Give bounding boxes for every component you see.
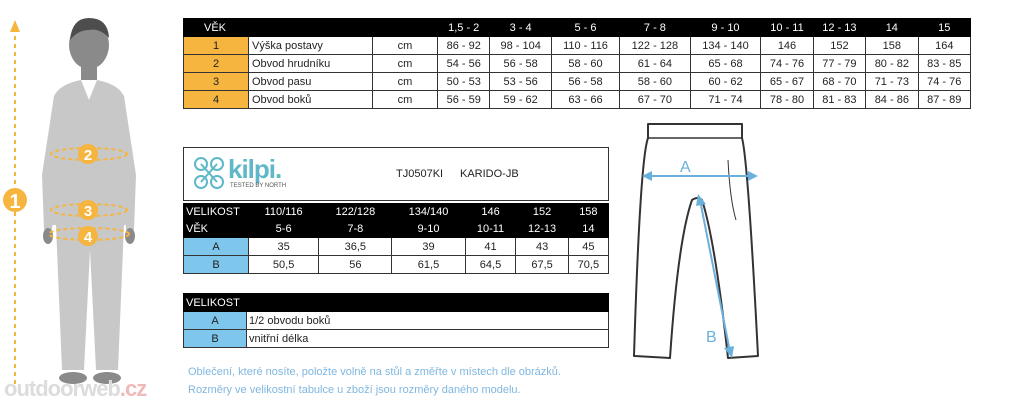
kilpi-logo-icon xyxy=(192,154,226,194)
age-header-row xyxy=(184,221,609,238)
legend-desc: 1/2 obvodu boků xyxy=(247,312,609,330)
table-cell: 65 - 67 xyxy=(761,73,813,91)
table-cell: 71 - 74 xyxy=(690,91,761,109)
table-cell: 60 - 62 xyxy=(690,73,761,91)
row-label: B xyxy=(184,256,249,274)
product-brand-box xyxy=(183,147,609,201)
measurement-legend-table xyxy=(183,293,609,348)
marker-2 xyxy=(78,144,98,164)
age-header-cell: 5-6 xyxy=(249,221,319,238)
table-cell: 39 xyxy=(392,238,465,256)
table-cell: 36,5 xyxy=(319,238,392,256)
table-row xyxy=(184,55,971,73)
row-number: 3 xyxy=(184,73,249,91)
product-code: TJ0507KI xyxy=(396,168,444,180)
age-header-cell: 7 - 8 xyxy=(620,19,691,37)
row-label: Obvod boků xyxy=(249,91,373,109)
age-header-cell: 10 - 11 xyxy=(761,19,813,37)
table-cell: 134 - 140 xyxy=(690,37,761,55)
legend-label: A xyxy=(184,312,247,330)
table-cell: 65 - 68 xyxy=(690,55,761,73)
svg-text:1: 1 xyxy=(9,191,21,213)
table-cell: 87 - 89 xyxy=(918,91,970,109)
age-header-cell: 9-10 xyxy=(392,221,465,238)
svg-text:3: 3 xyxy=(83,203,93,220)
size-header-cell: 122/128 xyxy=(319,204,392,221)
table-cell: 67,5 xyxy=(516,256,568,274)
table-cell: 70,5 xyxy=(568,256,608,274)
table-cell: 146 xyxy=(761,37,813,55)
legend-title: VELIKOST xyxy=(184,294,609,312)
table-cell: 84 - 86 xyxy=(866,91,918,109)
size-header-cell: 158 xyxy=(568,204,608,221)
size-header-cell: 146 xyxy=(465,204,516,221)
marker-4 xyxy=(78,226,98,246)
age-header-cell: 10-11 xyxy=(465,221,516,238)
age-header-cell: 7-8 xyxy=(319,221,392,238)
row-unit: cm xyxy=(373,91,438,109)
row-label: Obvod pasu xyxy=(249,73,373,91)
table-cell: 35 xyxy=(249,238,319,256)
table-cell: 56 - 59 xyxy=(438,91,490,109)
row-number: 4 xyxy=(184,91,249,109)
table-cell: 80 - 82 xyxy=(866,55,918,73)
size-header-row xyxy=(184,204,609,221)
table-row xyxy=(184,238,609,256)
row-label: Obvod hrudníku xyxy=(249,55,373,73)
table-cell: 64,5 xyxy=(465,256,516,274)
table-cell: 74 - 76 xyxy=(761,55,813,73)
age-header-cell: 12 - 13 xyxy=(813,19,865,37)
brand-logo-word: kilpi. xyxy=(228,154,282,184)
age-header-cell: 14 xyxy=(866,19,918,37)
pants-diagram xyxy=(620,120,770,365)
age-header-cell: 14 xyxy=(568,221,608,238)
table-cell: 56 xyxy=(319,256,392,274)
table-cell: 61,5 xyxy=(392,256,465,274)
instruction-note: Rozměry ve velikostní tabulce u zboží jsou rozměry daného modelu. xyxy=(188,384,521,396)
row-number: 2 xyxy=(184,55,249,73)
table-cell: 56 - 58 xyxy=(551,73,619,91)
brand-logo-tagline: TESTED BY NORTH xyxy=(230,183,287,189)
row-number: 1 xyxy=(184,37,249,55)
size-header-label: VELIKOST xyxy=(184,204,249,221)
pants-label-b: B xyxy=(706,329,717,346)
table-cell: 59 - 62 xyxy=(490,91,552,109)
table-row xyxy=(184,91,971,109)
table-cell: 67 - 70 xyxy=(620,91,691,109)
table-cell: 43 xyxy=(516,238,568,256)
age-header-label: VĚK xyxy=(184,19,438,37)
table-cell: 74 - 76 xyxy=(918,73,970,91)
row-label: Výška postavy xyxy=(249,37,373,55)
table-header-row xyxy=(184,19,971,37)
table-cell: 50 - 53 xyxy=(438,73,490,91)
table-cell: 152 xyxy=(813,37,865,55)
age-header-cell: 9 - 10 xyxy=(690,19,761,37)
legend-label: B xyxy=(184,330,247,348)
age-header-cell: 1,5 - 2 xyxy=(438,19,490,37)
svg-text:4: 4 xyxy=(83,229,93,246)
table-cell: 54 - 56 xyxy=(438,55,490,73)
table-cell: 86 - 92 xyxy=(438,37,490,55)
size-header-cell: 152 xyxy=(516,204,568,221)
body-measurement-table xyxy=(183,18,971,109)
row-unit: cm xyxy=(373,73,438,91)
marker-1 xyxy=(3,188,27,213)
watermark-tld: .cz xyxy=(119,376,147,401)
watermark-main: outdoorweb xyxy=(4,376,120,401)
table-cell: 50,5 xyxy=(249,256,319,274)
product-size-table xyxy=(183,203,609,274)
table-cell: 53 - 56 xyxy=(490,73,552,91)
legend-row xyxy=(184,330,609,348)
row-label: A xyxy=(184,238,249,256)
age-header-cell: 5 - 6 xyxy=(551,19,619,37)
table-cell: 78 - 80 xyxy=(761,91,813,109)
table-cell: 71 - 73 xyxy=(866,73,918,91)
age-header-cell: 12-13 xyxy=(516,221,568,238)
marker-3 xyxy=(78,200,98,220)
table-cell: 41 xyxy=(465,238,516,256)
table-cell: 45 xyxy=(568,238,608,256)
age-header-label: VĚK xyxy=(184,221,249,238)
table-cell: 68 - 70 xyxy=(813,73,865,91)
table-cell: 158 xyxy=(866,37,918,55)
table-cell: 81 - 83 xyxy=(813,91,865,109)
pants-label-a: A xyxy=(680,159,691,176)
row-unit: cm xyxy=(373,55,438,73)
age-header-cell: 3 - 4 xyxy=(490,19,552,37)
table-cell: 83 - 85 xyxy=(918,55,970,73)
watermark xyxy=(4,376,146,402)
size-header-cell: 110/116 xyxy=(249,204,319,221)
table-cell: 61 - 64 xyxy=(620,55,691,73)
table-row xyxy=(184,37,971,55)
table-cell: 63 - 66 xyxy=(551,91,619,109)
table-cell: 110 - 116 xyxy=(551,37,619,55)
legend-row xyxy=(184,312,609,330)
table-row xyxy=(184,256,609,274)
table-cell: 56 - 58 xyxy=(490,55,552,73)
table-cell: 58 - 60 xyxy=(620,73,691,91)
legend-desc: vnitřní délka xyxy=(247,330,609,348)
child-figure xyxy=(0,0,180,403)
size-header-cell: 134/140 xyxy=(392,204,465,221)
table-cell: 77 - 79 xyxy=(813,55,865,73)
row-unit: cm xyxy=(373,37,438,55)
svg-text:2: 2 xyxy=(83,147,93,164)
product-name: KARIDO-JB xyxy=(460,168,519,180)
age-header-cell: 15 xyxy=(918,19,970,37)
legend-header-row xyxy=(184,294,609,312)
table-cell: 164 xyxy=(918,37,970,55)
table-cell: 98 - 104 xyxy=(490,37,552,55)
table-cell: 122 - 128 xyxy=(620,37,691,55)
instruction-note: Oblečení, které nosíte, položte volně na stůl a změřte v místech dle obrázků. xyxy=(188,366,561,378)
table-cell: 58 - 60 xyxy=(551,55,619,73)
table-row xyxy=(184,73,971,91)
